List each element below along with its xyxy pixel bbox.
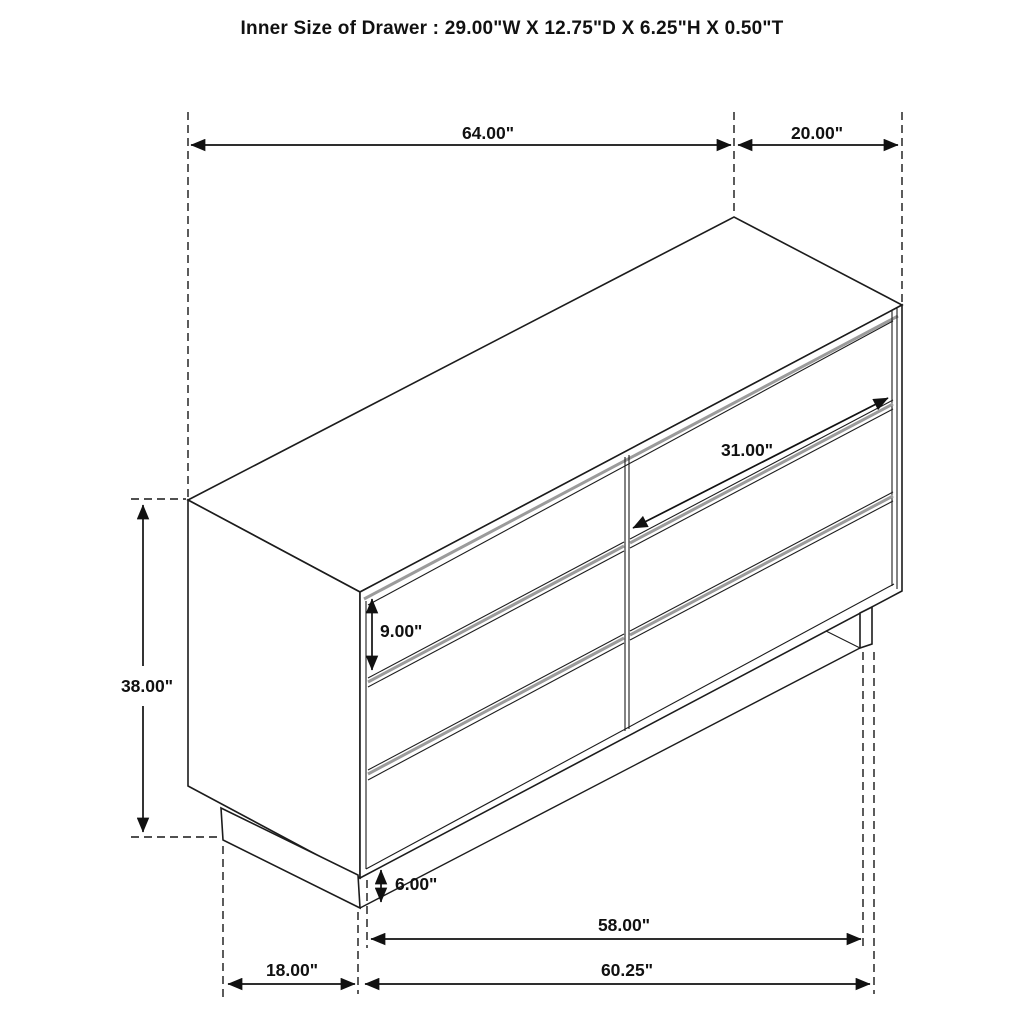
dim-base-inner-width [371,915,861,939]
plinth-right-leg [860,607,872,648]
dim-base-inner-width-label: 58.00" [597,915,651,935]
dim-side-offset-label: 18.00" [265,960,319,980]
dim-base-width [365,960,870,984]
dim-base-width-label: 60.25" [600,960,654,980]
dim-side-offset [228,960,355,984]
dim-drawer-height-label: 9.00" [380,621,423,641]
dim-top-width [191,123,731,145]
dim-overall-height [121,505,173,832]
dim-top-depth [738,123,898,145]
dim-top-depth-label: 20.00" [790,123,844,143]
dim-overall-height-label: 38.00" [120,676,174,696]
dresser-drawing [188,217,902,908]
page-title: Inner Size of Drawer : 29.00"W X 12.75"D X 6.25"H X 0.50"T [240,18,784,39]
dim-base-height-label: 6.00" [395,874,438,894]
dim-top-width-label: 64.00" [461,123,515,143]
dim-base-height [381,870,437,902]
dim-drawer-diagonal-label: 31.00" [720,440,774,460]
